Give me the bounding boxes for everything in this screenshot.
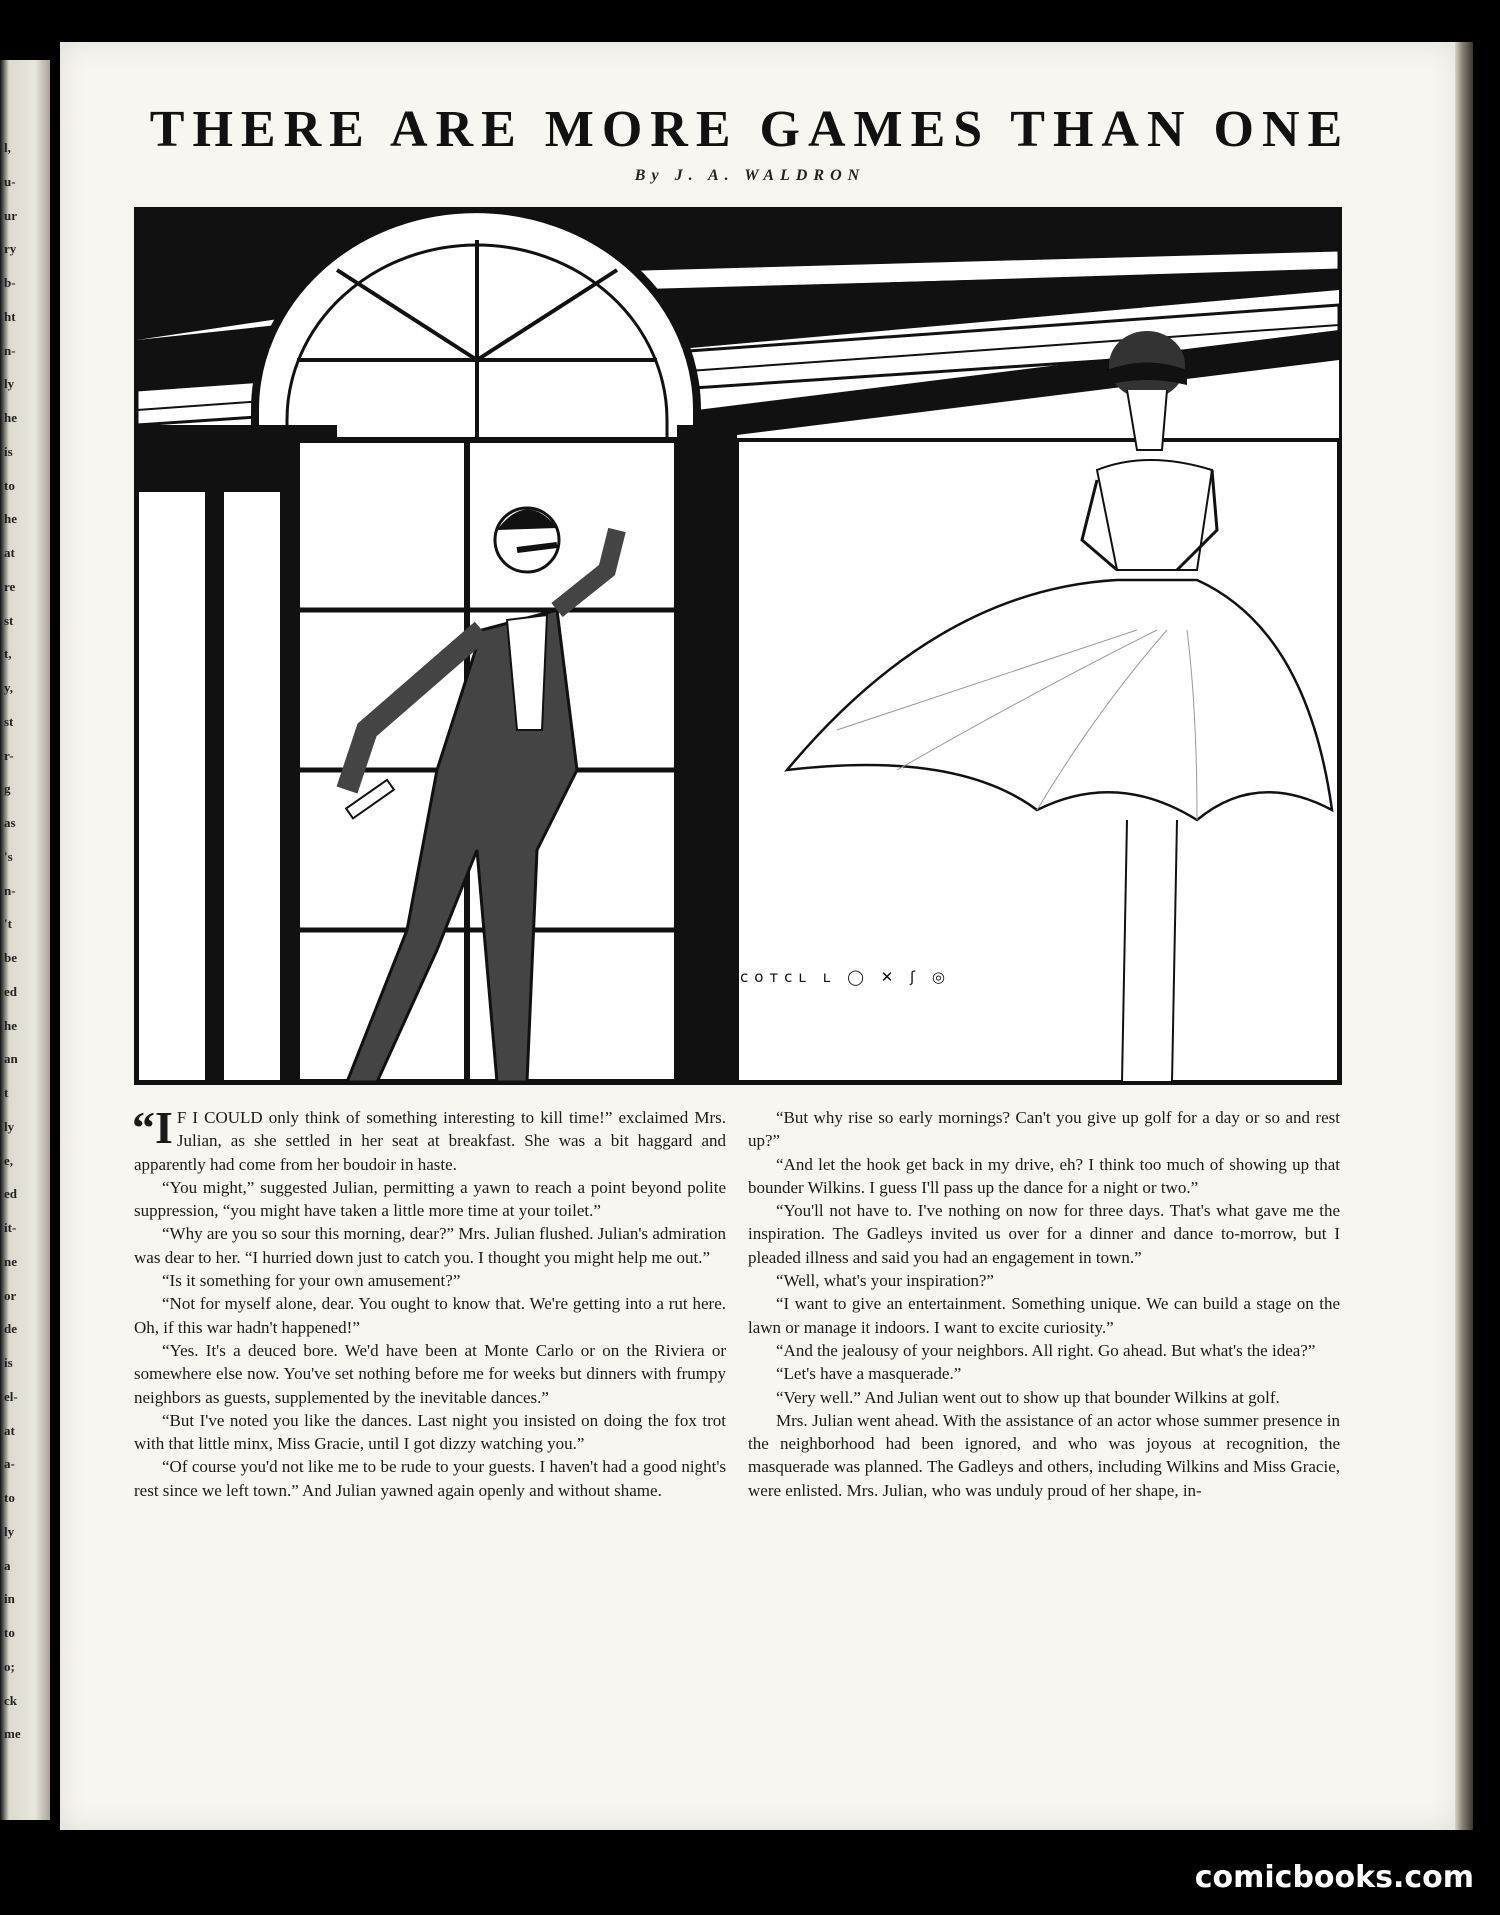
paragraph-text: F I COULD only think of something interesting to kill time!” exclaimed Mrs. Julian, as she settled in her seat at breakfast. She was a bit haggard and apparently had come from her boudoir in haste. [134,1108,726,1174]
facing-page-text-fragment: r- [4,747,14,763]
article-illustration [134,207,1342,1085]
facing-page-text-fragment: he [4,1017,17,1033]
facing-page-text-fragment: to [4,477,15,493]
facing-page-text-fragment: u- [4,173,16,189]
facing-page-text-fragment: ht [4,308,16,324]
article-column-right [748,1106,1340,1502]
facing-page-edge [0,60,50,1820]
article-column-left [132,1102,726,1502]
facing-page-text-fragment: a- [4,1456,15,1472]
paragraph: “Of course you'd not like me to be rude to your guests. I haven't had a good night's rest since we left town.” And Julian yawned again openly and without shame. [134,1457,726,1500]
paragraph: “But I've noted you like the dances. Last night you insisted on doing the fox trot with that little minx, Miss Gracie, until I got dizzy watching you.” [134,1410,726,1454]
facing-page-text-fragment: el- [4,1388,18,1404]
facing-page-text-fragment: ur [4,207,17,223]
facing-page-text-fragment: to [4,1625,15,1640]
facing-page-text-fragment: n- [4,882,16,898]
article-byline: By J. A. WALDRON [634,167,866,184]
facing-page-text-fragment: ly [4,1118,15,1134]
facing-page-text-fragment: y, [4,680,14,695]
paragraph: “You'll not have to. I've nothing on now for three days. That's what gave me the inspiration. The Gadleys invited us over for a dinner and dance to-morrow, but I pleaded illness and said you had an engagement in town.” [748,1201,1340,1267]
facing-page-text-fragment: he [4,511,17,527]
paragraph: “Well, what's your inspiration?” [776,1271,994,1291]
paragraph: “And the jealousy of your neighbors. All right. Go ahead. But what's the idea?” [776,1340,1316,1360]
facing-page-text-fragment: to [4,1490,15,1505]
paragraph: “But why rise so early mornings? Can't you give up golf for a day or so and rest up?” [748,1108,1340,1151]
facing-page-text-fragment: at [4,545,15,560]
facing-page-text-fragment: in [4,1591,15,1607]
paragraph: “Yes. It's a deuced bore. We'd have been at Monte Carlo or on the Riviera or somewhere else now. You've set nothing before me for weeks but dinners with frumpy neighbors as guests, supplemented by the inevitable dances.” [134,1340,726,1407]
facing-page-text-fragment: st [4,612,14,628]
drop-cap: “I [132,1102,173,1153]
paragraph: “Let's have a masquerade.” [776,1364,962,1384]
paragraph [132,1102,726,1176]
facing-page-text-fragment: ed [4,983,17,999]
page-edge-shadow [1455,42,1473,1830]
facing-page-text-fragment: as [4,815,16,830]
facing-page-text-fragment: g [4,781,11,797]
facing-page-text-fragment: it- [4,1220,17,1235]
facing-page-text-fragment: he [4,410,17,425]
facing-page-text-fragment: n- [4,342,16,358]
paragraph: “Why are you so sour this morning, dear?” Mrs. Julian flushed. Julian's admiration was dear to her. “I hurried down just to catch you. I thought you might help me out.” [134,1224,726,1267]
facing-page-text-fragment: b- [4,275,16,290]
facing-page-text-fragment: is [4,1355,13,1370]
facing-page-text-fragment: 't [4,916,12,932]
facing-page-text-fragment: me [4,1726,21,1742]
facing-page-text-fragment: ly [4,1523,15,1539]
facing-page-text-fragment: st [4,713,14,729]
watermark: comicbooks.com [1194,1860,1474,1895]
facing-page-text-fragment: is [4,443,13,459]
facing-page-text-fragment: an [4,1051,18,1067]
illustrator-signature: ᴄᴏᴛᴄʟ ʟ ◯ ✕ ʃ ◎ [740,968,951,986]
paragraph: “I want to give an entertainment. Something unique. We can build a stage on the lawn or manage it indoors. I want to excite curiosity.” [748,1294,1340,1337]
facing-page-text-fragment: ly [4,376,15,392]
facing-page-text-fragment: o; [4,1658,15,1674]
facing-page-text-fragment: e, [4,1152,14,1168]
paragraph: “Not for myself alone, dear. You ought to know that. We're getting into a rut here. Oh, if this war hadn't happened!” [134,1294,726,1337]
facing-page-text-fragment: ed [4,1186,17,1202]
facing-page-text-fragment: t [4,1085,9,1100]
facing-page-text-fragment: ry [4,241,17,257]
paragraph: “You might,” suggested Julian, permitting a yawn to reach a point beyond polite suppression, “you might have taken a little more time at your toilet.” [134,1177,726,1221]
paragraph: “Is it something for your own amusement?” [162,1271,461,1291]
paragraph: Mrs. Julian went ahead. With the assistance of an actor whose summer presence in the neighborhood had been ignored, and who was joyous at recognition, the masquerade was planned. The Gadleys and others, including Wilkins and Miss Gracie, were enlisted. Mrs. Julian, who was unduly proud of her shape, in- [748,1410,1340,1500]
paragraph: “And let the hook get back in my drive, eh? I think too much of showing up that bounder Wilkins. I guess I'll pass up the dance for a night or two.” [748,1154,1340,1197]
masquerade-drawing [137,210,1339,1082]
facing-page-text-fragment: at [4,1422,15,1438]
facing-page-text-fragment: be [4,950,17,965]
facing-page-text-fragment: a [4,1557,11,1573]
facing-page-text-fragment: re [4,578,16,594]
facing-page-text-fragment: 's [4,848,13,864]
facing-page-text-fragment: l, [4,140,11,155]
facing-page-text-fragment: de [4,1321,17,1337]
facing-page-text-fragment: or [4,1287,17,1303]
article-title: THERE ARE MORE GAMES THAN ONE [149,101,1351,158]
facing-page-text-fragment: ne [4,1253,17,1269]
facing-page-text-fragment: ck [4,1692,17,1708]
facing-page-text-fragment: t, [4,646,12,662]
paragraph: “Very well.” And Julian went out to show up that bounder Wilkins at golf. [776,1387,1280,1407]
